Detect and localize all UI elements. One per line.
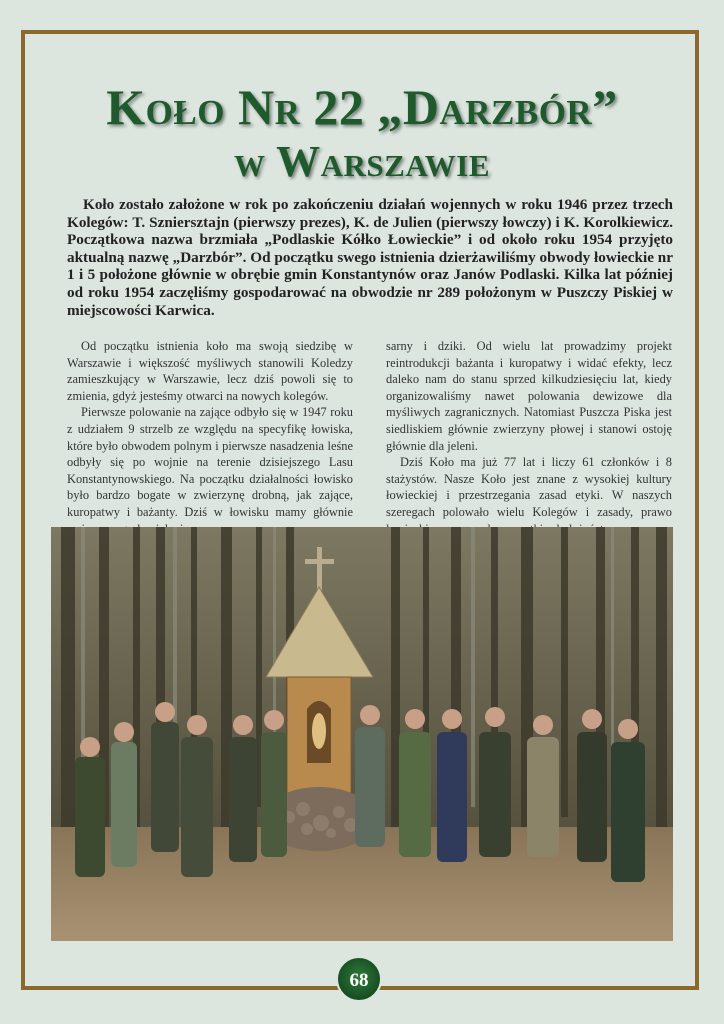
text-column-left	[67, 338, 353, 537]
paragraph: Od początku istnienia koło ma swoją siedzibę w Warszawie i większość myśliwych stanowili Koledzy zamieszkujący w Warszawie, lecz dziś powoli się to zmienia, gdyż jesteśmy otwarci na nowych kolegów.	[67, 339, 353, 403]
page-number: 68	[336, 956, 382, 1002]
page-subtitle: w Warszawie	[233, 137, 491, 186]
text-column-right	[386, 338, 672, 554]
lead-paragraph: Koło zostało założone w rok po zakończeniu działań wojennych w roku 1946 przez trzech Kolegów: T. Szniersztajn (pierwszy prezes), K. de Julien (pierwszy łowczy) i K. Korolkiewicz. Początkowa nazwa brzmiała „Podlaskie Kółko Łowieckie” i od około roku 1954 przyjęto aktualną nazwę „Darzbór”. Od początku swego istnienia dzierżawiliśmy obwody łowieckie nr 1 i 5 położone głównie w obrębie gmin Konstantynów oraz Janów Podlaski. Kilka lat później od roku 1954 zaczęliśmy gospodarować na obwodzie nr 289 położonym w Puszczy Piskiej w miejscowości Karwica.	[67, 196, 673, 319]
paragraph: Dziś Koło ma już 77 lat i liczy 61 członków i 8 stażystów. Nasze Koło jest znane z wysokiej kultury łowieckiej i przestrzegania zasad etyki. W naszych szeregach polowało wielu Kolegów i zasady, prawo	[386, 455, 672, 519]
paragraph: sarny i dziki. Od wielu lat prowadzimy projekt reintrodukcji bażanta i kuropatwy i widać efekty, lecz daleko nam do stanu sprzed kilkudziesięciu lat, kiedy organizowaliśmy nawet polowania dewizowe dla myśliwych zagranicznych. Natomiast Puszcza Piska jest siedliskiem głównie zwierzyny płowej i stanowi ostoję głównie dla jeleni.	[386, 339, 672, 453]
page-title: Koło Nr 22 „Darzbór”	[106, 79, 618, 135]
group-photo	[51, 527, 673, 941]
paragraph: Pierwsze polowanie na zające odbyło się w 1947 roku z udziałem 9 strzelb ze względu na specyfikę łowiska, które było obwodem polnym i pierwsze nasadzenia leśne odbyły się po wojnie na terenie dzisiejszego Lasu Konstantynowskiego. Na początku działalności łowisko było bardzo bogate w zwierzynę drobną, jak zające, kuropatwy i bażanty. Dziś w łowisku mamy głównie	[67, 405, 353, 519]
